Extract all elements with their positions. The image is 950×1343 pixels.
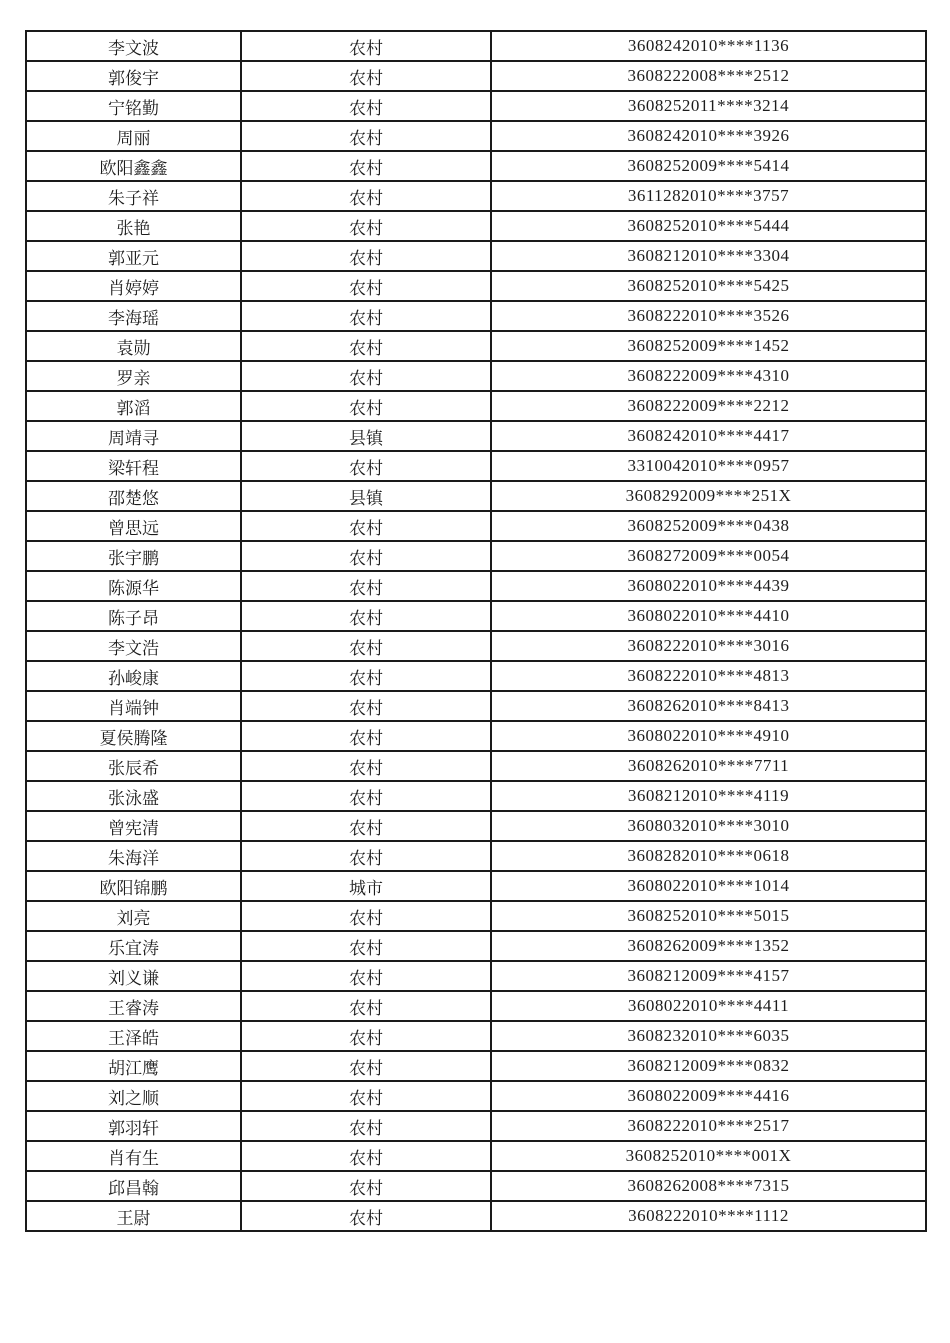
id-number-cell: 3608252009****5414 xyxy=(491,151,926,181)
student-name-cell: 郭俊宇 xyxy=(26,61,241,91)
student-name-cell: 肖有生 xyxy=(26,1141,241,1171)
table-row xyxy=(26,211,926,241)
area-type-cell: 城市 xyxy=(241,871,491,901)
id-number-cell: 3608022010****4910 xyxy=(491,721,926,751)
table-row xyxy=(26,241,926,271)
student-name-cell: 肖端钟 xyxy=(26,691,241,721)
id-number-cell: 3608282010****0618 xyxy=(491,841,926,871)
area-type-cell: 农村 xyxy=(241,691,491,721)
student-name-cell: 朱子祥 xyxy=(26,181,241,211)
student-name-cell: 陈源华 xyxy=(26,571,241,601)
table-row xyxy=(26,871,926,901)
table-row xyxy=(26,391,926,421)
id-number-cell: 3608222009****4310 xyxy=(491,361,926,391)
table-row xyxy=(26,421,926,451)
table-row xyxy=(26,481,926,511)
table-row xyxy=(26,631,926,661)
id-number-cell: 3608222010****2517 xyxy=(491,1111,926,1141)
area-type-cell: 农村 xyxy=(241,931,491,961)
id-number-cell: 3608222010****3016 xyxy=(491,631,926,661)
table-row xyxy=(26,901,926,931)
area-type-cell: 农村 xyxy=(241,961,491,991)
table-row xyxy=(26,841,926,871)
id-number-cell: 3608272009****0054 xyxy=(491,541,926,571)
id-number-cell: 3608212010****3304 xyxy=(491,241,926,271)
student-name-cell: 李海瑶 xyxy=(26,301,241,331)
student-name-cell: 邵楚悠 xyxy=(26,481,241,511)
id-number-cell: 3608252009****0438 xyxy=(491,511,926,541)
area-type-cell: 农村 xyxy=(241,1021,491,1051)
area-type-cell: 农村 xyxy=(241,1111,491,1141)
id-number-cell: 3608222010****1112 xyxy=(491,1201,926,1231)
student-name-cell: 乐宜涛 xyxy=(26,931,241,961)
id-number-cell: 3608222008****2512 xyxy=(491,61,926,91)
area-type-cell: 农村 xyxy=(241,361,491,391)
area-type-cell: 农村 xyxy=(241,151,491,181)
id-number-cell: 3608252010****5444 xyxy=(491,211,926,241)
id-number-cell: 3608242010****3926 xyxy=(491,121,926,151)
area-type-cell: 农村 xyxy=(241,901,491,931)
area-type-cell: 农村 xyxy=(241,241,491,271)
student-name-cell: 王泽皓 xyxy=(26,1021,241,1051)
student-name-cell: 孙峻康 xyxy=(26,661,241,691)
id-number-cell: 3608022009****4416 xyxy=(491,1081,926,1111)
id-number-cell: 3608262008****7315 xyxy=(491,1171,926,1201)
student-name-cell: 刘义谦 xyxy=(26,961,241,991)
table-row xyxy=(26,721,926,751)
student-name-cell: 张泳盛 xyxy=(26,781,241,811)
student-name-cell: 李文波 xyxy=(26,31,241,61)
id-number-cell: 3608242010****1136 xyxy=(491,31,926,61)
student-roster-table xyxy=(25,30,927,1232)
table-row xyxy=(26,811,926,841)
area-type-cell: 农村 xyxy=(241,1201,491,1231)
table-row xyxy=(26,751,926,781)
table-row xyxy=(26,61,926,91)
id-number-cell: 3608252010****5425 xyxy=(491,271,926,301)
area-type-cell: 农村 xyxy=(241,61,491,91)
student-name-cell: 陈子昂 xyxy=(26,601,241,631)
area-type-cell: 农村 xyxy=(241,661,491,691)
student-name-cell: 张辰希 xyxy=(26,751,241,781)
area-type-cell: 农村 xyxy=(241,331,491,361)
area-type-cell: 农村 xyxy=(241,781,491,811)
area-type-cell: 农村 xyxy=(241,1171,491,1201)
table-row xyxy=(26,451,926,481)
table-row xyxy=(26,931,926,961)
table-row xyxy=(26,661,926,691)
id-number-cell: 3608222010****3526 xyxy=(491,301,926,331)
student-name-cell: 周丽 xyxy=(26,121,241,151)
table-row xyxy=(26,1081,926,1111)
id-number-cell: 3608212010****4119 xyxy=(491,781,926,811)
id-number-cell: 3608232010****6035 xyxy=(491,1021,926,1051)
id-number-cell: 3608262010****8413 xyxy=(491,691,926,721)
table-row xyxy=(26,91,926,121)
table-row xyxy=(26,301,926,331)
student-name-cell: 欧阳锦鹏 xyxy=(26,871,241,901)
area-type-cell: 农村 xyxy=(241,91,491,121)
area-type-cell: 农村 xyxy=(241,541,491,571)
student-name-cell: 胡江鹰 xyxy=(26,1051,241,1081)
id-number-cell: 3608252010****001X xyxy=(491,1141,926,1171)
table-row xyxy=(26,511,926,541)
area-type-cell: 农村 xyxy=(241,1081,491,1111)
student-name-cell: 袁勋 xyxy=(26,331,241,361)
table-row xyxy=(26,991,926,1021)
table-row xyxy=(26,1141,926,1171)
table-row xyxy=(26,331,926,361)
roster-table-body xyxy=(26,31,926,1231)
student-name-cell: 郭滔 xyxy=(26,391,241,421)
student-name-cell: 梁轩程 xyxy=(26,451,241,481)
student-name-cell: 郭亚元 xyxy=(26,241,241,271)
id-number-cell: 3608292009****251X xyxy=(491,481,926,511)
area-type-cell: 农村 xyxy=(241,451,491,481)
student-name-cell: 王尉 xyxy=(26,1201,241,1231)
student-name-cell: 曾思远 xyxy=(26,511,241,541)
area-type-cell: 农村 xyxy=(241,751,491,781)
area-type-cell: 农村 xyxy=(241,1051,491,1081)
table-row xyxy=(26,961,926,991)
area-type-cell: 县镇 xyxy=(241,481,491,511)
student-name-cell: 邱昌翰 xyxy=(26,1171,241,1201)
area-type-cell: 农村 xyxy=(241,391,491,421)
area-type-cell: 农村 xyxy=(241,301,491,331)
student-name-cell: 周靖寻 xyxy=(26,421,241,451)
area-type-cell: 农村 xyxy=(241,571,491,601)
student-name-cell: 郭羽轩 xyxy=(26,1111,241,1141)
table-row xyxy=(26,601,926,631)
student-name-cell: 朱海洋 xyxy=(26,841,241,871)
area-type-cell: 农村 xyxy=(241,271,491,301)
id-number-cell: 3611282010****3757 xyxy=(491,181,926,211)
id-number-cell: 3608222009****2212 xyxy=(491,391,926,421)
id-number-cell: 3608262009****1352 xyxy=(491,931,926,961)
area-type-cell: 农村 xyxy=(241,181,491,211)
id-number-cell: 3608262010****7711 xyxy=(491,751,926,781)
area-type-cell: 农村 xyxy=(241,811,491,841)
table-row xyxy=(26,31,926,61)
table-row xyxy=(26,181,926,211)
area-type-cell: 农村 xyxy=(241,511,491,541)
area-type-cell: 农村 xyxy=(241,211,491,241)
table-row xyxy=(26,541,926,571)
student-name-cell: 欧阳鑫鑫 xyxy=(26,151,241,181)
id-number-cell: 3608022010****4411 xyxy=(491,991,926,1021)
area-type-cell: 县镇 xyxy=(241,421,491,451)
student-name-cell: 宁铭勤 xyxy=(26,91,241,121)
table-row xyxy=(26,361,926,391)
id-number-cell: 3608022010****4439 xyxy=(491,571,926,601)
area-type-cell: 农村 xyxy=(241,991,491,1021)
student-name-cell: 王睿涛 xyxy=(26,991,241,1021)
table-row xyxy=(26,781,926,811)
area-type-cell: 农村 xyxy=(241,841,491,871)
id-number-cell: 3608252009****1452 xyxy=(491,331,926,361)
id-number-cell: 3608022010****1014 xyxy=(491,871,926,901)
id-number-cell: 3608252010****5015 xyxy=(491,901,926,931)
table-row xyxy=(26,151,926,181)
student-name-cell: 刘之顺 xyxy=(26,1081,241,1111)
student-name-cell: 张宇鹏 xyxy=(26,541,241,571)
table-row xyxy=(26,571,926,601)
student-name-cell: 李文浩 xyxy=(26,631,241,661)
area-type-cell: 农村 xyxy=(241,121,491,151)
area-type-cell: 农村 xyxy=(241,31,491,61)
area-type-cell: 农村 xyxy=(241,631,491,661)
id-number-cell: 3608212009****0832 xyxy=(491,1051,926,1081)
table-row xyxy=(26,1171,926,1201)
area-type-cell: 农村 xyxy=(241,721,491,751)
table-row xyxy=(26,1021,926,1051)
id-number-cell: 3608222010****4813 xyxy=(491,661,926,691)
id-number-cell: 3608212009****4157 xyxy=(491,961,926,991)
table-row xyxy=(26,121,926,151)
student-name-cell: 曾宪清 xyxy=(26,811,241,841)
table-row xyxy=(26,1051,926,1081)
student-name-cell: 夏侯腾隆 xyxy=(26,721,241,751)
student-name-cell: 罗亲 xyxy=(26,361,241,391)
student-name-cell: 肖婷婷 xyxy=(26,271,241,301)
id-number-cell: 3608032010****3010 xyxy=(491,811,926,841)
id-number-cell: 3608022010****4410 xyxy=(491,601,926,631)
student-name-cell: 张艳 xyxy=(26,211,241,241)
area-type-cell: 农村 xyxy=(241,1141,491,1171)
table-row xyxy=(26,1111,926,1141)
student-name-cell: 刘亮 xyxy=(26,901,241,931)
id-number-cell: 3608252011****3214 xyxy=(491,91,926,121)
id-number-cell: 3608242010****4417 xyxy=(491,421,926,451)
table-row xyxy=(26,1201,926,1231)
area-type-cell: 农村 xyxy=(241,601,491,631)
table-row xyxy=(26,691,926,721)
id-number-cell: 3310042010****0957 xyxy=(491,451,926,481)
table-row xyxy=(26,271,926,301)
